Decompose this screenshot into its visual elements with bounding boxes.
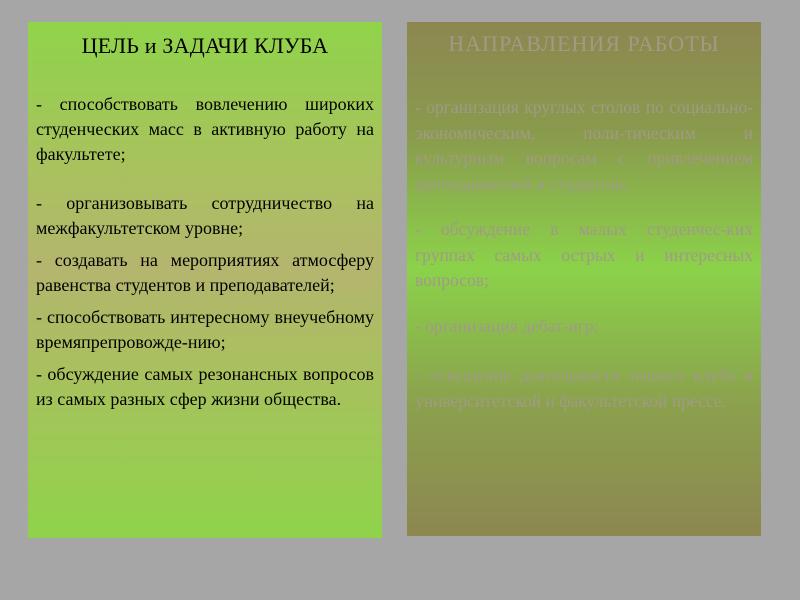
- direction-item-1: - организация круглых столов по социально-экономическим, поли-тическим и культурным вопросам с привлечением преподавателей и студентов;: [415, 97, 753, 194]
- goal-item-1: - способствовать вовлечению широких студенческих масс в активную работу на факультете;: [36, 94, 374, 164]
- goals-panel: [28, 22, 382, 538]
- direction-item-2: - обсуждение в малых студенчес-ких группах самых острых и интересных вопросов;: [415, 219, 753, 290]
- goals-title: ЦЕЛЬ и ЗАДАЧИ КЛУБА: [81, 33, 329, 58]
- goal-item-2: - организовывать сотрудничество на межфакультетском уровне;: [36, 193, 374, 238]
- direction-item-4: - освещение деятельности нашего клуба в университетской и факультетской прессе.: [415, 365, 753, 411]
- direction-item-3: - организация дебат-игр;: [415, 315, 599, 336]
- directions-panel: [407, 22, 761, 536]
- goal-item-4: - способствовать интересному внеучебному времяпрепровожде-нию;: [36, 307, 374, 352]
- goal-item-5: - обсуждение самых резонансных вопросов из самых разных сфер жизни общества.: [36, 364, 374, 409]
- directions-title: НАПРАВЛЕНИЯ РАБОТЫ: [448, 31, 720, 56]
- goal-item-3: - создавать на мероприятиях атмосферу равенства студентов и преподавателей;: [36, 250, 374, 295]
